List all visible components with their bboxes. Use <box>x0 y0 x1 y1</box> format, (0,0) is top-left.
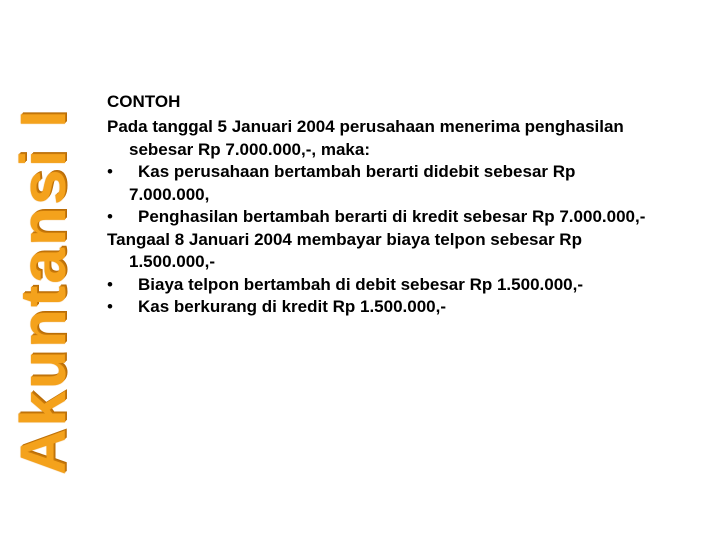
bullet-marker: • <box>107 297 113 316</box>
bullet-marker: • <box>107 274 113 294</box>
bullet-text: Kas berkurang di kredit Rp 1.500.000,- <box>138 297 447 316</box>
bullet-text: Biaya telpon bertambah di debit sebesar Rp 1.500.000,- <box>138 274 583 294</box>
paragraph1-line1: Pada tanggal 5 Januari 2004 perusahaan menerima penghasilan <box>107 117 624 136</box>
content-body <box>107 92 707 319</box>
paragraph2-line2: 1.500.000,- <box>129 252 216 271</box>
list-item <box>107 206 707 229</box>
list-item <box>107 161 707 184</box>
paragraph2-line1: Tangaal 8 Januari 2004 membayar biaya telpon sebesar Rp <box>107 229 582 249</box>
heading: CONTOH <box>107 92 181 111</box>
bullet-marker: • <box>107 207 113 226</box>
bullet-marker: • <box>107 162 113 181</box>
bullet-text: Kas perusahaan bertambah berarti didebit sebesar Rp <box>138 162 576 181</box>
bullet-text: Penghasilan bertambah berarti di kredit sebesar Rp 7.000.000,- <box>138 207 646 226</box>
list-item <box>107 274 707 297</box>
paragraph1-line2: sebesar Rp 7.000.000,-, maka: <box>129 139 370 159</box>
bullet-continuation: 7.000.000, <box>129 184 210 204</box>
side-title: Akuntansi I <box>7 108 79 475</box>
list-item <box>107 296 707 319</box>
